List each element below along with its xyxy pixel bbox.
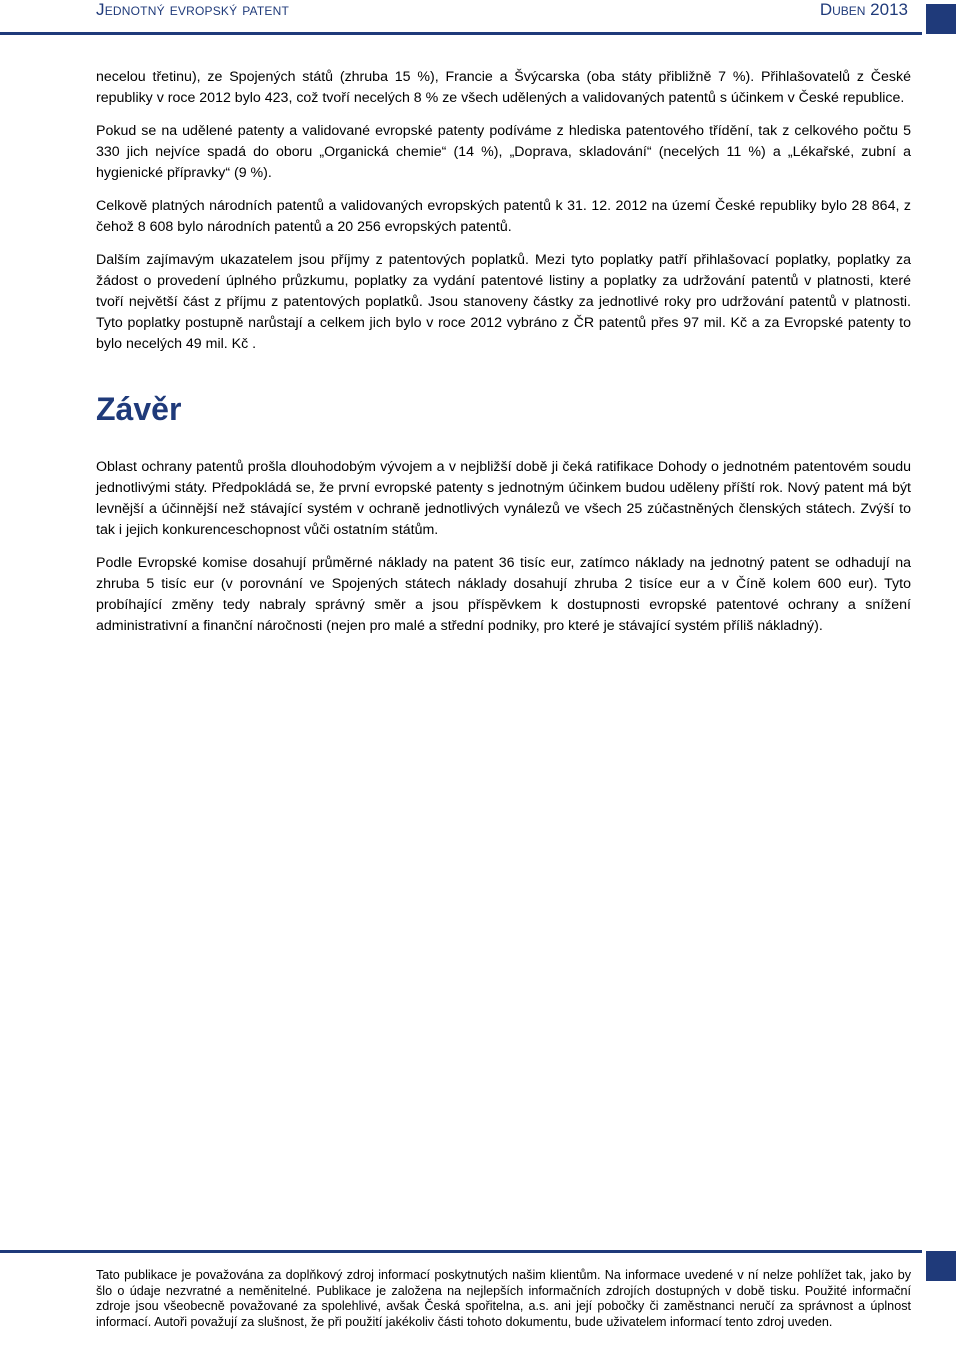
paragraph-applicants: necelou třetinu), ze Spojených států (zhruba 15 %), Francie a Švýcarska (oba státy přibližně 7 %). Přihlašovatelů z České republiky v roce 2012 bylo 423, což tvoří necelých 8 % ze všech udělených a validovaných patentů s účinkem v České republice.	[96, 69, 911, 106]
footer-disclaimer: Tato publikace je považována za doplňkový zdroj informací poskytnutých našim klientům. Na informace uvedené v ní nelze pohlížet tak, jako by šlo o údaje nezvratné a neměnitelné. Publikace je založena na nejlepších informačních zdrojích dostupných v době tisku. Použité informační zdroje jsou všeobecně považované za spolehlivé, avšak Česká spořitelna, a.s. ani její pobočky či zaměstnanci neručí za správnost a úplnost informací. Autoři považují za slušnost, že při použití jakékoliv části tohoto dokumentu, bude uživatelem informací tento zdroj uveden.	[96, 1268, 911, 1329]
paragraph-fees: Dalším zajímavým ukazatelem jsou příjmy z patentových poplatků. Mezi tyto poplatky patří přihlašovací poplatky, poplatky za žádost o provedení úplného průzkumu, poplatky za vydání patentové listiny a poplatky za udržování patentů v platnosti, které tvoří největší část z příjmu z patentových poplatků. Jsou stanoveny částky za jednotlivé roky pro udržování patentů v platnosti. Tyto poplatky postupně narůstají a celkem jich bylo v roce 2012 vybráno z ČR patentů přes 97 mil. Kč a za Evropské patenty to bylo necelých 49 mil. Kč .	[96, 252, 911, 352]
paragraph-valid-patents: Celkově platných národních patentů a validovaných evropských patentů k 31. 12. 2012 na území České republiky bylo 28 864, z čehož 8 608 bylo národních patentů a 20 256 evropských patentů.	[96, 198, 911, 235]
page-header	[0, 0, 960, 36]
paragraph-classification: Pokud se na udělené patenty a validované evropské patenty podíváme z hlediska patentového třídění, tak z celkového počtu 5 330 jich nejvíce spadá do oboru „Organická chemie“ (14 %), „Doprava, skladování“ (necelých 11 %) a „Lékařské, zubní a hygienické přípravky“ (9 %).	[96, 123, 911, 181]
document-date: Duben 2013	[819, 0, 908, 19]
main-content	[96, 67, 911, 649]
footer-divider	[0, 1250, 922, 1253]
paragraph-conclusion-1: Oblast ochrany patentů prošla dlouhodobým vývojem a v nejbližší době ji čeká ratifikace Dohody o jednotném patentovém soudu jednotlivými státy. Předpokládá se, že první evropské patenty s jednotným účinkem budou uděleny příští rok. Nový patent má být levnější a účinnější než stávající systém v ochraně jednotlivých vynálezů ve všech 25 zúčastněných členských státech. Zvýší to tak i jejich konkurenceschopnost vůči ostatním státům.	[96, 459, 911, 538]
header-divider	[0, 32, 922, 35]
footer-accent-square	[926, 1251, 956, 1281]
paragraph-conclusion-2: Podle Evropské komise dosahují průměrné náklady na patent 36 tisíc eur, zatímco náklady na jednotný patent se odhadují na zhruba 5 tisíc eur (v porovnání ve Spojených státech náklady dosahují zhruba 2 tisíce eur a v Číně kolem 600 eur). Tyto probíhající změny tedy nabraly správný směr a jsou příspěvkem k dostupnosti evropské patentové ochrany a snížení administrativní a finanční náročnosti (nejen pro malé a střední podniky, pro které je stávající systém příliš nákladný).	[96, 555, 911, 634]
header-accent-square	[926, 4, 956, 34]
section-heading-conclusion: Závěr	[96, 391, 182, 427]
document-title: Jednotný evropský patent	[96, 0, 289, 19]
